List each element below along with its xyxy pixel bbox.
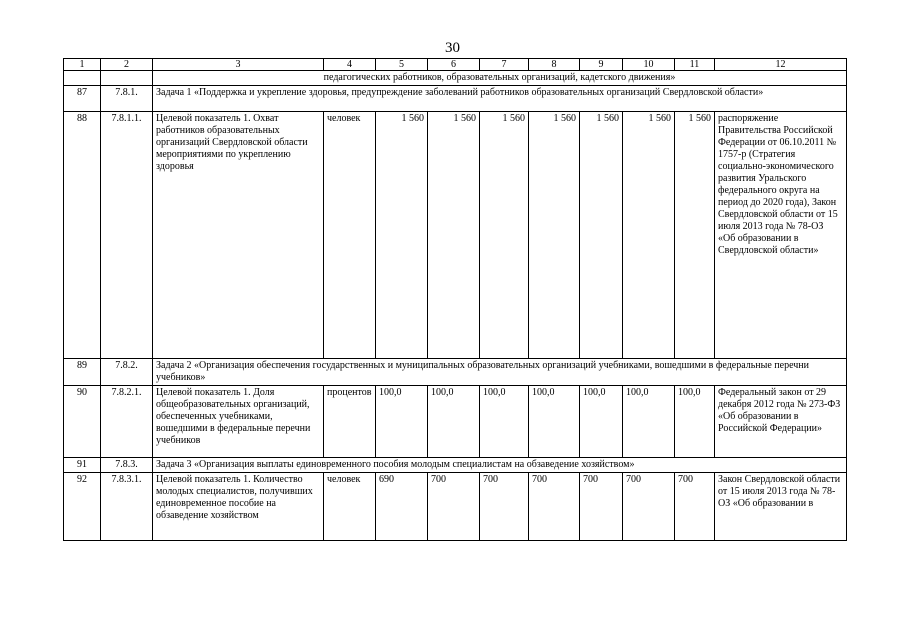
column-number: 3 <box>153 59 324 71</box>
indicator-value: 100,0 <box>376 386 428 458</box>
legal-basis: распоряжение Правительства Российской Федерации от 06.10.2011 № 1757-р (Стратегия социально-экономического развития Уральского федерального округа на период до 2020 года), Закон Свердловской области от 15 июля 2013 года № 78-ОЗ «Об образовании в Свердловской области» <box>715 112 847 359</box>
row-number: 87 <box>64 86 101 112</box>
column-number: 10 <box>623 59 675 71</box>
empty-cell <box>101 71 153 86</box>
indicator-value: 700 <box>428 473 480 541</box>
task-title: Задача 1 «Поддержка и укрепление здоровья, предупреждение заболеваний работников образовательных организаций Свердловской области» <box>153 86 847 112</box>
unit-of-measure: процентов <box>324 386 376 458</box>
column-number: 8 <box>529 59 580 71</box>
indicator-title: Целевой показатель 1. Доля общеобразовательных организаций, обеспеченных учебниками, вошедшими в федеральные перечни учебников <box>153 386 324 458</box>
task-row <box>64 86 847 112</box>
column-number: 9 <box>580 59 623 71</box>
row-code: 7.8.3. <box>101 458 153 473</box>
indicator-title: Целевой показатель 1. Охват работников образовательных организаций Свердловской области мероприятиями по укреплению здоровья <box>153 112 324 359</box>
indicator-value: 700 <box>580 473 623 541</box>
task-title: Задача 3 «Организация выплаты единовременного пособия молодым специалистам на обзаведение хозяйством» <box>153 458 847 473</box>
continuation-row <box>64 71 847 86</box>
legal-basis: Федеральный закон от 29 декабря 2012 года № 273-ФЗ «Об образовании в Российской Федерации» <box>715 386 847 458</box>
indicator-value: 100,0 <box>480 386 529 458</box>
row-code: 7.8.1. <box>101 86 153 112</box>
indicator-row <box>64 473 847 541</box>
indicator-value: 700 <box>675 473 715 541</box>
indicator-value: 690 <box>376 473 428 541</box>
row-code: 7.8.1.1. <box>101 112 153 359</box>
row-number: 90 <box>64 386 101 458</box>
row-number: 89 <box>64 359 101 386</box>
indicators-table <box>63 58 847 541</box>
row-number: 88 <box>64 112 101 359</box>
task-title: Задача 2 «Организация обеспечения государственных и муниципальных образовательных организаций учебниками, вошедшими в федеральные перечни учебников» <box>153 359 847 386</box>
row-number: 92 <box>64 473 101 541</box>
indicator-value: 1 560 <box>529 112 580 359</box>
indicator-value: 100,0 <box>580 386 623 458</box>
indicator-value: 1 560 <box>580 112 623 359</box>
column-number: 2 <box>101 59 153 71</box>
page-number: 30 <box>445 40 460 56</box>
indicator-value: 700 <box>480 473 529 541</box>
legal-basis: Закон Свердловской области от 15 июля 2013 года № 78-ОЗ «Об образовании в <box>715 473 847 541</box>
task-row <box>64 359 847 386</box>
column-number: 1 <box>64 59 101 71</box>
indicator-value: 100,0 <box>675 386 715 458</box>
indicator-title: Целевой показатель 1. Количество молодых специалистов, получивших единовременное пособие на обзаведение хозяйством <box>153 473 324 541</box>
row-number: 91 <box>64 458 101 473</box>
column-number: 6 <box>428 59 480 71</box>
row-code: 7.8.2.1. <box>101 386 153 458</box>
indicator-value: 1 560 <box>376 112 428 359</box>
indicator-value: 100,0 <box>529 386 580 458</box>
continuation-text: педагогических работников, образовательных организаций, кадетского движения» <box>153 71 847 86</box>
indicator-value: 1 560 <box>428 112 480 359</box>
column-number: 5 <box>376 59 428 71</box>
column-number: 11 <box>675 59 715 71</box>
unit-of-measure: человек <box>324 112 376 359</box>
empty-cell <box>64 71 101 86</box>
column-number: 12 <box>715 59 847 71</box>
indicator-value: 1 560 <box>480 112 529 359</box>
indicator-value: 700 <box>623 473 675 541</box>
indicator-value: 700 <box>529 473 580 541</box>
indicator-value: 100,0 <box>428 386 480 458</box>
column-number-row <box>64 59 847 71</box>
indicator-row <box>64 386 847 458</box>
indicator-value: 1 560 <box>623 112 675 359</box>
unit-of-measure: человек <box>324 473 376 541</box>
task-row <box>64 458 847 473</box>
indicator-row <box>64 112 847 359</box>
row-code: 7.8.2. <box>101 359 153 386</box>
indicator-value: 100,0 <box>623 386 675 458</box>
column-number: 4 <box>324 59 376 71</box>
indicator-value: 1 560 <box>675 112 715 359</box>
column-number: 7 <box>480 59 529 71</box>
row-code: 7.8.3.1. <box>101 473 153 541</box>
